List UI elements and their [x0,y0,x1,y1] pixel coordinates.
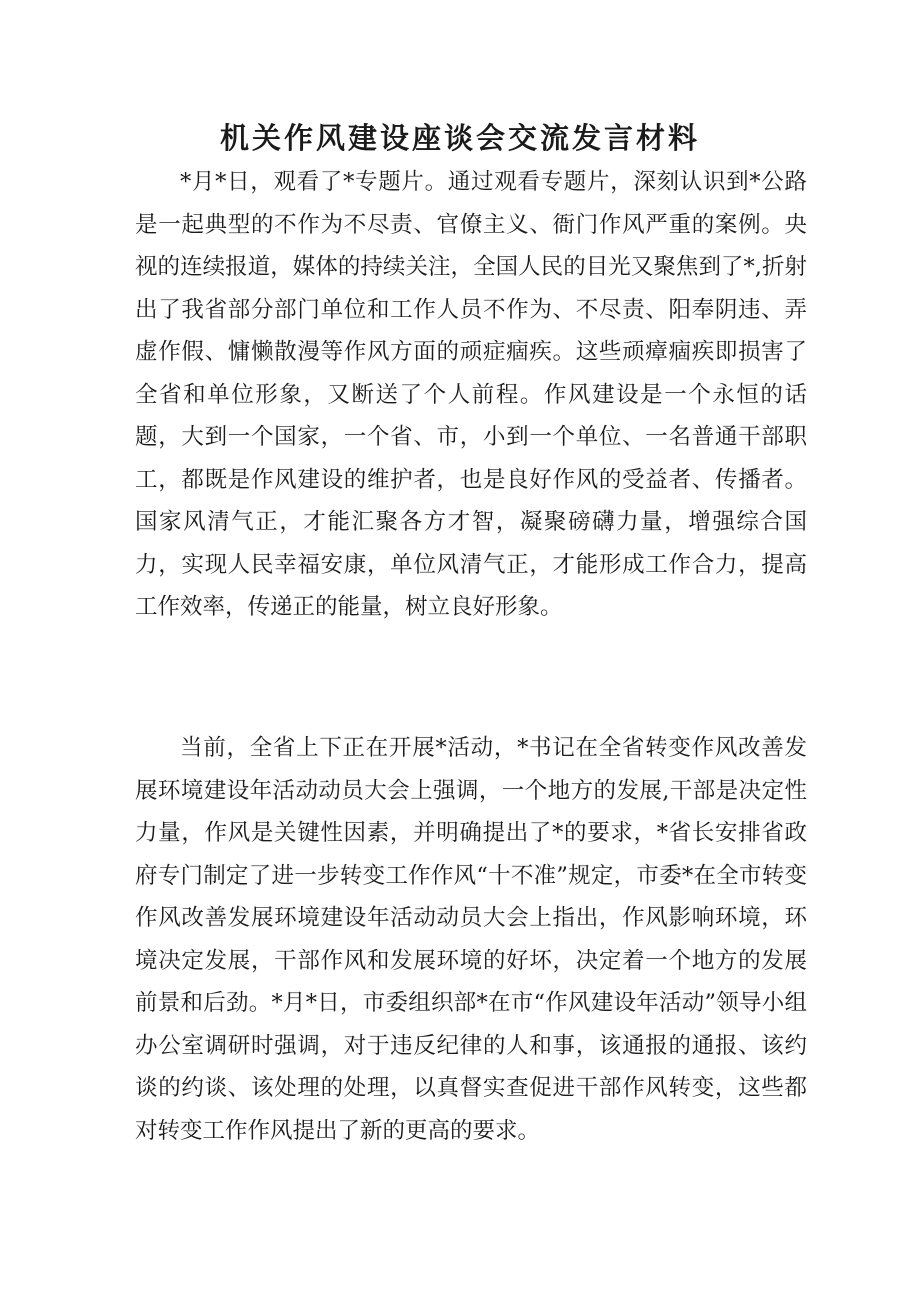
body-paragraph: 当前，全省上下正在开展*活动，*书记在全省转变作风改善发展环境建设年活动动员大会上强调，一个地方的发展,干部是决定性力量，作风是关键性因素，并明确提出了*的要求，*省长安排省政府专门制定了进一步转变工作作风“十不准”规定，市委*在全市转变作风改善发展环境建设年活动动员大会上指出，作风影响环境，环境决定发展，干部作风和发展环境的好坏，决定着一个地方的发展前景和后劲。*月*日，市委组织部*在市“作风建设年活动”领导小组办公室调研时强调，对于违反纪律的人和事，该通报的通报、该约谈的约谈、该处理的处理，以真督实查促进干部作风转变，这些都对转变工作作风提出了新的更高的要求。 [135,735,807,1144]
body-paragraph: *月*日，观看了*专题片。通过观看专题片，深刻认识到*公路是一起典型的不作为不尽责、官僚主义、衙门作风严重的案例。央视的连续报道，媒体的持续关注，全国人民的目光又聚焦到了*,折射出了我省部分部门单位和工作人员不作为、不尽责、阳奉阴违、弄虚作假、慵懒散漫等作风方面的顽症痼疾。这些顽瘴痼疾即损害了全省和单位形象，又断送了个人前程。作风建设是一个永恒的话题，大到一个国家，一个省、市，小到一个单位、一名普通干部职工，都既是作风建设的维护者，也是良好作风的受益者、传播者。国家风清气正，才能汇聚各方才智，凝聚磅礴力量，增强综合国力，实现人民幸福安康，单位风清气正，才能形成工作合力，提高工作效率，传递正的能量，树立良好形象。 [135,169,807,620]
document-title: 机关作风建设座谈会交流发言材料 [219,121,700,155]
